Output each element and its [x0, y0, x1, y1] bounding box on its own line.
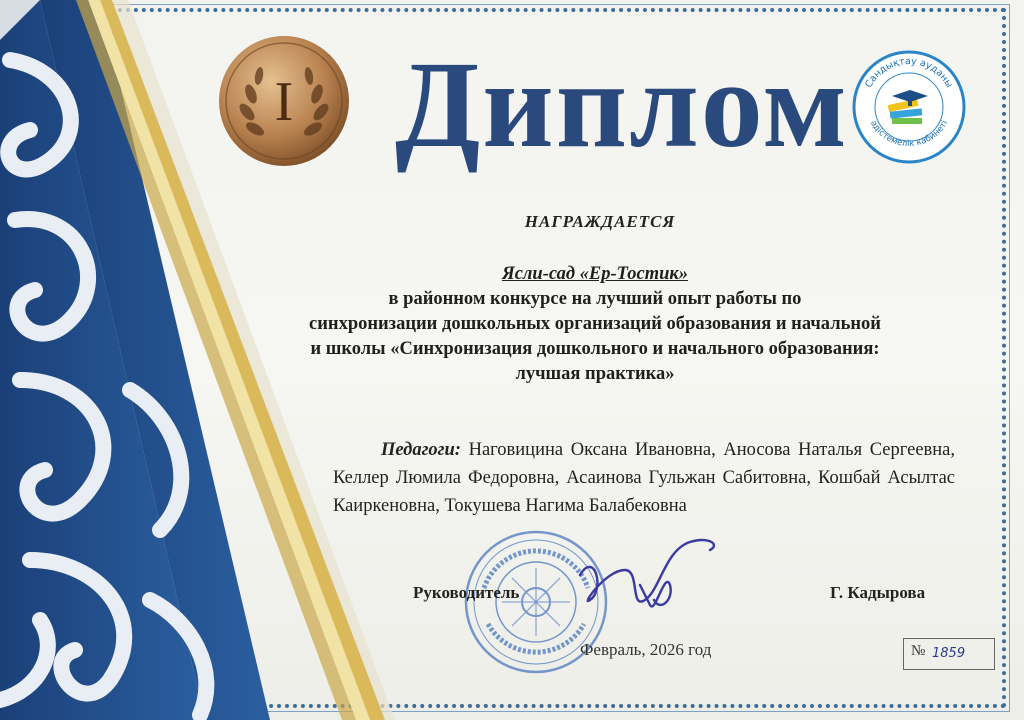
- signature-label: Руководитель: [413, 583, 520, 602]
- gold-medal-icon: [217, 34, 351, 168]
- methodical-cabinet-logo: [852, 50, 966, 164]
- teachers-names: Наговицина Оксана Ивановна, Аносова Наталья Сергеевна, Келлер Люмила Федоровна, Асаинова Гульжан Сабитовна, Кошбай Асылтас Каиркеновна, Токушева Нагима Балабековна: [333, 440, 956, 516]
- description-line: лучшая практика»: [515, 364, 675, 384]
- description-line: синхронизации дошкольных организаций образования и начальной: [309, 314, 881, 334]
- awarded-heading: НАГРАЖДАЕТСЯ: [524, 212, 676, 231]
- signatory-name: Г. Кадырова: [830, 583, 926, 602]
- medal-numeral: I: [274, 71, 294, 133]
- recipient-name: Ясли-сад «Ер-Тостик»: [501, 264, 689, 284]
- teachers-list: [333, 436, 955, 520]
- svg-text:Сандықтау ауданы: Сандықтау ауданы: [863, 55, 955, 90]
- description-line: и школы «Синхронизация дошкольного и начального образования:: [310, 339, 880, 359]
- number-label: №: [911, 643, 926, 659]
- number-value: 1859: [932, 646, 966, 661]
- award-description: [250, 262, 940, 387]
- svg-text:әдістемелік кабинеті: әдістемелік кабинеті: [867, 118, 951, 150]
- diploma-title: Диплом: [395, 36, 849, 173]
- description-line: в районном конкурсе на лучший опыт работы по: [388, 289, 802, 309]
- issue-date: Февраль, 2026 год: [580, 640, 712, 659]
- certificate-number-box: [903, 638, 995, 670]
- handwritten-signature: [570, 530, 730, 620]
- teachers-label: Педагоги:: [381, 440, 461, 460]
